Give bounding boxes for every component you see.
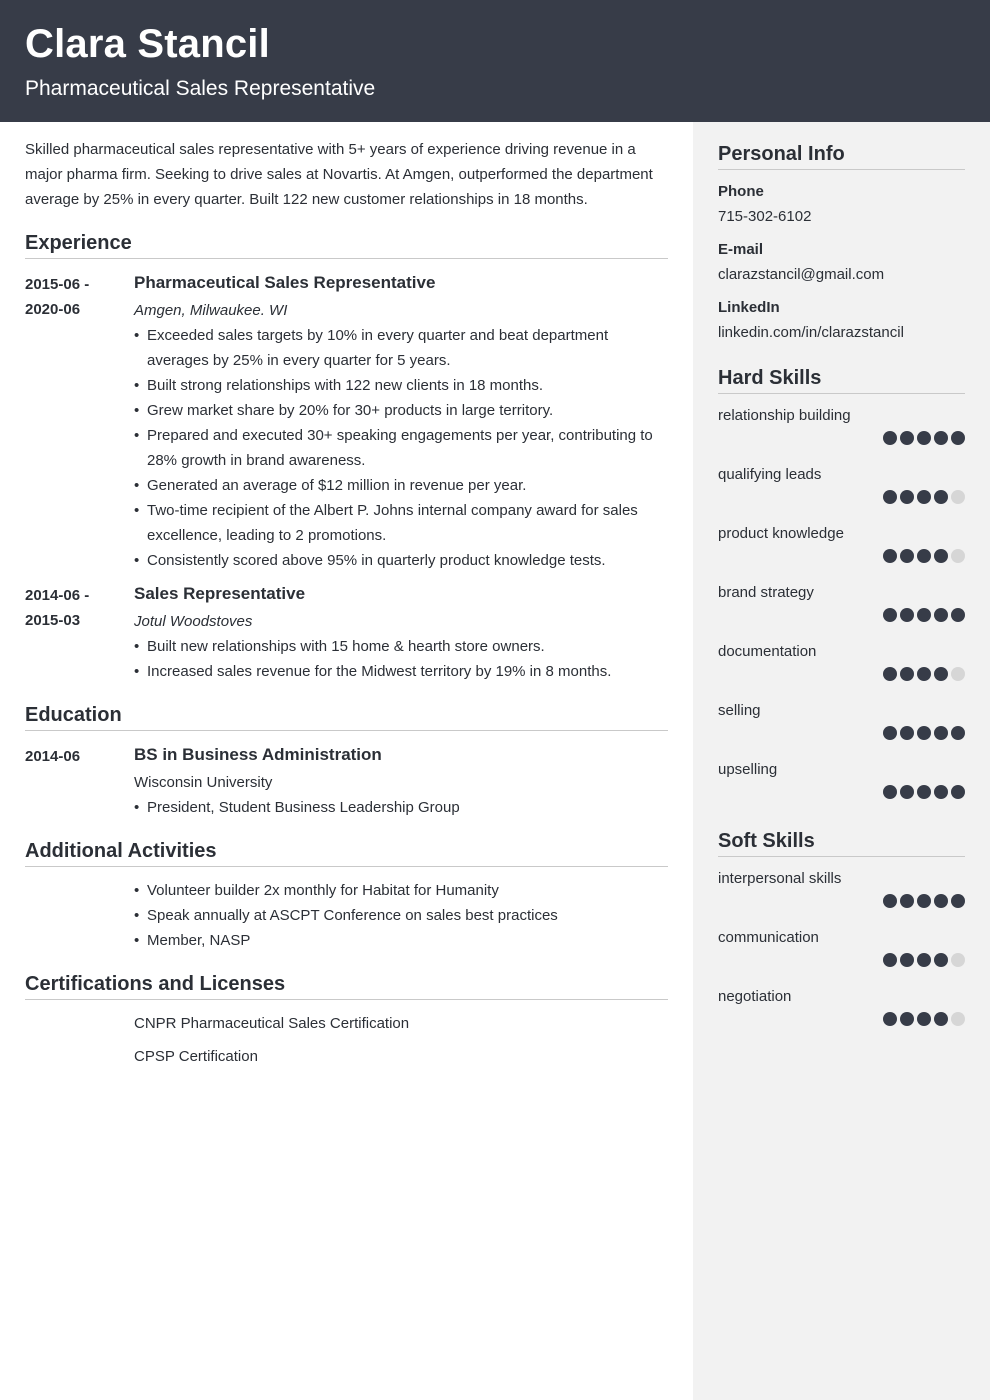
rating-dot-filled — [900, 785, 914, 799]
rating-dot-filled — [900, 431, 914, 445]
skill-rating — [883, 490, 965, 504]
list-item: • Volunteer builder 2x monthly for Habitat for Humanity — [134, 878, 668, 903]
skill-name: selling — [718, 702, 761, 719]
job-2-title: Sales Representative — [134, 584, 306, 603]
rating-dot-empty — [951, 490, 965, 504]
rating-dot-filled — [934, 953, 948, 967]
rating-dot-filled — [934, 490, 948, 504]
list-item: • Exceeded sales targets by 10% in every quarter and beat department averages by 25% in every quarter for 5 years. — [134, 323, 668, 373]
skill-name: qualifying leads — [718, 466, 822, 483]
skill-name: brand strategy — [718, 584, 814, 601]
rating-dot-filled — [917, 667, 931, 681]
phone-value: 715-302-6102 — [718, 208, 812, 225]
list-item: • Increased sales revenue for the Midwest territory by 19% in 8 months. — [134, 659, 668, 684]
skill-rating — [883, 726, 965, 740]
rating-dot-filled — [900, 953, 914, 967]
rating-dot-filled — [900, 549, 914, 563]
experience-heading: Experience — [25, 230, 668, 259]
rating-dot-filled — [900, 726, 914, 740]
rating-dot-filled — [951, 431, 965, 445]
job-1-date-end: 2020-06 — [25, 301, 81, 318]
skill-rating — [883, 608, 965, 622]
soft-skills-heading: Soft Skills — [718, 828, 965, 857]
rating-dot-filled — [883, 726, 897, 740]
email-value: clarazstancil@gmail.com — [718, 266, 885, 283]
rating-dot-filled — [883, 894, 897, 908]
phone-label: Phone — [718, 183, 764, 200]
education-degree: BS in Business Administration — [134, 745, 382, 764]
list-item: • Built new relationships with 15 home & hearth store owners. — [134, 634, 668, 659]
skill-name: upselling — [718, 761, 778, 778]
rating-dot-filled — [934, 785, 948, 799]
job-1-bullets — [134, 323, 668, 573]
rating-dot-filled — [951, 894, 965, 908]
rating-dot-filled — [917, 894, 931, 908]
certifications-heading: Certifications and Licenses — [25, 971, 668, 1000]
rating-dot-filled — [917, 431, 931, 445]
rating-dot-filled — [917, 490, 931, 504]
skill-name: product knowledge — [718, 525, 844, 542]
rating-dot-filled — [934, 549, 948, 563]
list-item: • Two-time recipient of the Albert P. Johns internal company award for sales excellence, leading to 2 promotions. — [134, 498, 668, 548]
rating-dot-filled — [917, 1012, 931, 1026]
candidate-title: Pharmaceutical Sales Representative — [25, 77, 376, 100]
rating-dot-filled — [917, 608, 931, 622]
skill-name: communication — [718, 929, 819, 946]
list-item: • Member, NASP — [134, 928, 668, 953]
rating-dot-filled — [883, 431, 897, 445]
sidebar — [693, 122, 990, 1400]
skill-name: interpersonal skills — [718, 870, 842, 887]
rating-dot-filled — [883, 667, 897, 681]
activities-bullets — [134, 878, 668, 953]
skill-rating — [883, 894, 965, 908]
job-2-company: Jotul Woodstoves — [134, 613, 253, 630]
education-bullets — [134, 795, 668, 820]
rating-dot-filled — [883, 1012, 897, 1026]
list-item: • Grew market share by 20% for 30+ products in large territory. — [134, 398, 668, 423]
education-school: Wisconsin University — [134, 774, 273, 791]
certification-item: CPSP Certification — [134, 1048, 258, 1065]
skill-rating — [883, 667, 965, 681]
list-item: • Built strong relationships with 122 new clients in 18 months. — [134, 373, 668, 398]
job-1-company: Amgen, Milwaukee. WI — [134, 302, 288, 319]
list-item: • Speak annually at ASCPT Conference on sales best practices — [134, 903, 668, 928]
skill-rating — [883, 785, 965, 799]
rating-dot-filled — [883, 549, 897, 563]
skill-name: documentation — [718, 643, 817, 660]
education-date: 2014-06 — [25, 748, 81, 765]
rating-dot-empty — [951, 1012, 965, 1026]
rating-dot-empty — [951, 953, 965, 967]
education-heading: Education — [25, 702, 668, 731]
rating-dot-empty — [951, 549, 965, 563]
rating-dot-filled — [917, 953, 931, 967]
job-1-title: Pharmaceutical Sales Representative — [134, 273, 436, 292]
rating-dot-filled — [883, 785, 897, 799]
certification-item: CNPR Pharmaceutical Sales Certification — [134, 1015, 410, 1032]
rating-dot-filled — [934, 1012, 948, 1026]
email-label: E-mail — [718, 241, 764, 258]
rating-dot-filled — [917, 726, 931, 740]
activities-heading: Additional Activities — [25, 838, 668, 867]
skill-rating — [883, 431, 965, 445]
rating-dot-filled — [934, 608, 948, 622]
rating-dot-filled — [917, 549, 931, 563]
job-2-date-start: 2014-06 - — [25, 587, 90, 604]
skill-rating — [883, 549, 965, 563]
hard-skills-heading: Hard Skills — [718, 365, 965, 394]
summary-text: Skilled pharmaceutical sales representative with 5+ years of experience driving revenue in a major pharma firm. Seeking to drive sales at Novartis. At Amgen, outperformed the department average by 25% in every quarter. Built 122 new customer relationships in 18 months. — [25, 141, 653, 208]
skill-name: negotiation — [718, 988, 792, 1005]
rating-dot-filled — [883, 490, 897, 504]
rating-dot-filled — [951, 726, 965, 740]
list-item: • Prepared and executed 30+ speaking engagements per year, contributing to 28% growth in brand awareness. — [134, 423, 668, 473]
rating-dot-empty — [951, 667, 965, 681]
job-2-date-end: 2015-03 — [25, 612, 81, 629]
list-item: • Consistently scored above 95% in quarterly product knowledge tests. — [134, 548, 668, 573]
rating-dot-filled — [883, 608, 897, 622]
rating-dot-filled — [951, 785, 965, 799]
candidate-name: Clara Stancil — [25, 22, 270, 66]
rating-dot-filled — [900, 490, 914, 504]
rating-dot-filled — [934, 667, 948, 681]
rating-dot-filled — [934, 726, 948, 740]
skill-rating — [883, 1012, 965, 1026]
linkedin-value: linkedin.com/in/clarazstancil — [718, 324, 904, 341]
list-item: • President, Student Business Leadership Group — [134, 795, 668, 820]
rating-dot-filled — [900, 608, 914, 622]
rating-dot-filled — [900, 894, 914, 908]
resume-header — [0, 0, 990, 122]
rating-dot-filled — [934, 894, 948, 908]
rating-dot-filled — [951, 608, 965, 622]
rating-dot-filled — [917, 785, 931, 799]
rating-dot-filled — [883, 953, 897, 967]
job-1-date-start: 2015-06 - — [25, 276, 90, 293]
list-item: • Generated an average of $12 million in revenue per year. — [134, 473, 668, 498]
job-2-bullets — [134, 634, 668, 684]
skill-rating — [883, 953, 965, 967]
rating-dot-filled — [900, 1012, 914, 1026]
personal-info-heading: Personal Info — [718, 141, 965, 170]
rating-dot-filled — [900, 667, 914, 681]
skill-name: relationship building — [718, 407, 851, 424]
rating-dot-filled — [934, 431, 948, 445]
linkedin-label: LinkedIn — [718, 299, 780, 316]
